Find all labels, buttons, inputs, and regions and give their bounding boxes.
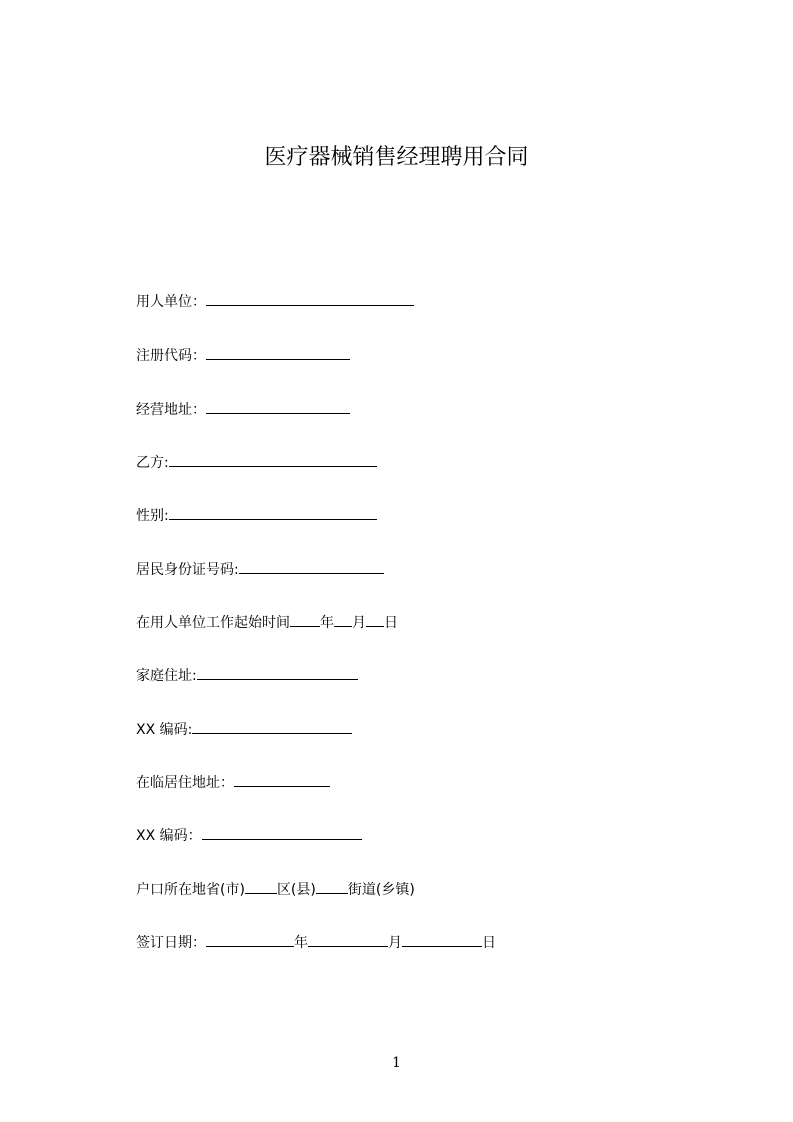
sign-date-field <box>136 932 496 953</box>
postcode2-field <box>136 825 362 846</box>
postcode1-blank[interactable] <box>192 719 352 734</box>
party-b-field <box>136 452 377 473</box>
start-day-blank[interactable] <box>366 612 384 627</box>
district-label: 区(县) <box>276 882 316 898</box>
hukou-district-blank[interactable] <box>316 879 348 894</box>
sign-day-blank[interactable] <box>402 932 482 947</box>
reg-code-blank[interactable] <box>206 345 350 360</box>
business-address-field <box>136 399 350 420</box>
sign-day-label: 日 <box>482 935 496 951</box>
postcode2-label: XX 编码： <box>136 828 202 844</box>
hukou-city-blank[interactable] <box>245 879 277 894</box>
start-date-label: 在用人单位工作起始时间 <box>136 615 290 631</box>
postcode2-blank[interactable] <box>202 825 362 840</box>
business-address-blank[interactable] <box>206 399 350 414</box>
employer-field <box>136 291 414 312</box>
gender-label: 性别: <box>136 508 169 524</box>
sign-month-label: 月 <box>388 935 402 951</box>
start-month-label: 月 <box>352 615 366 631</box>
id-number-label: 居民身份证号码: <box>136 562 239 578</box>
business-address-label: 经营地址： <box>136 402 206 418</box>
gender-field <box>136 505 377 526</box>
reg-code-field <box>136 345 350 366</box>
sign-year-label: 年 <box>294 935 308 951</box>
reg-code-label: 注册代码： <box>136 348 206 364</box>
postcode1-label: XX 编码: <box>136 722 193 738</box>
start-year-label: 年 <box>320 615 334 631</box>
start-month-blank[interactable] <box>334 612 352 627</box>
start-year-blank[interactable] <box>290 612 320 627</box>
document-title: 医疗器械销售经理聘用合同 <box>264 145 529 170</box>
hukou-field <box>136 879 415 900</box>
home-address-blank[interactable] <box>197 665 358 680</box>
home-address-field <box>136 665 358 686</box>
start-day-label: 日 <box>384 615 398 631</box>
sign-year-blank[interactable] <box>206 932 294 947</box>
party-b-label: 乙方: <box>136 455 169 471</box>
gender-blank[interactable] <box>169 505 377 520</box>
party-b-blank[interactable] <box>169 452 377 467</box>
start-date-field <box>136 612 398 633</box>
id-number-blank[interactable] <box>239 559 384 574</box>
id-number-field <box>136 559 384 580</box>
home-address-label: 家庭住址: <box>136 668 197 684</box>
temp-address-label: 在临居住地址： <box>136 775 234 791</box>
postcode1-field <box>136 719 352 740</box>
page-number: 1 <box>392 1055 401 1071</box>
sign-month-blank[interactable] <box>308 932 388 947</box>
temp-address-blank[interactable] <box>234 772 330 787</box>
hukou-label: 户口所在地省(市) <box>136 882 245 898</box>
street-label: 街道(乡镇) <box>347 882 415 898</box>
employer-blank[interactable] <box>206 291 414 306</box>
employer-label: 用人单位： <box>136 294 206 310</box>
temp-address-field <box>136 772 330 793</box>
sign-date-label: 签订日期： <box>136 935 206 951</box>
